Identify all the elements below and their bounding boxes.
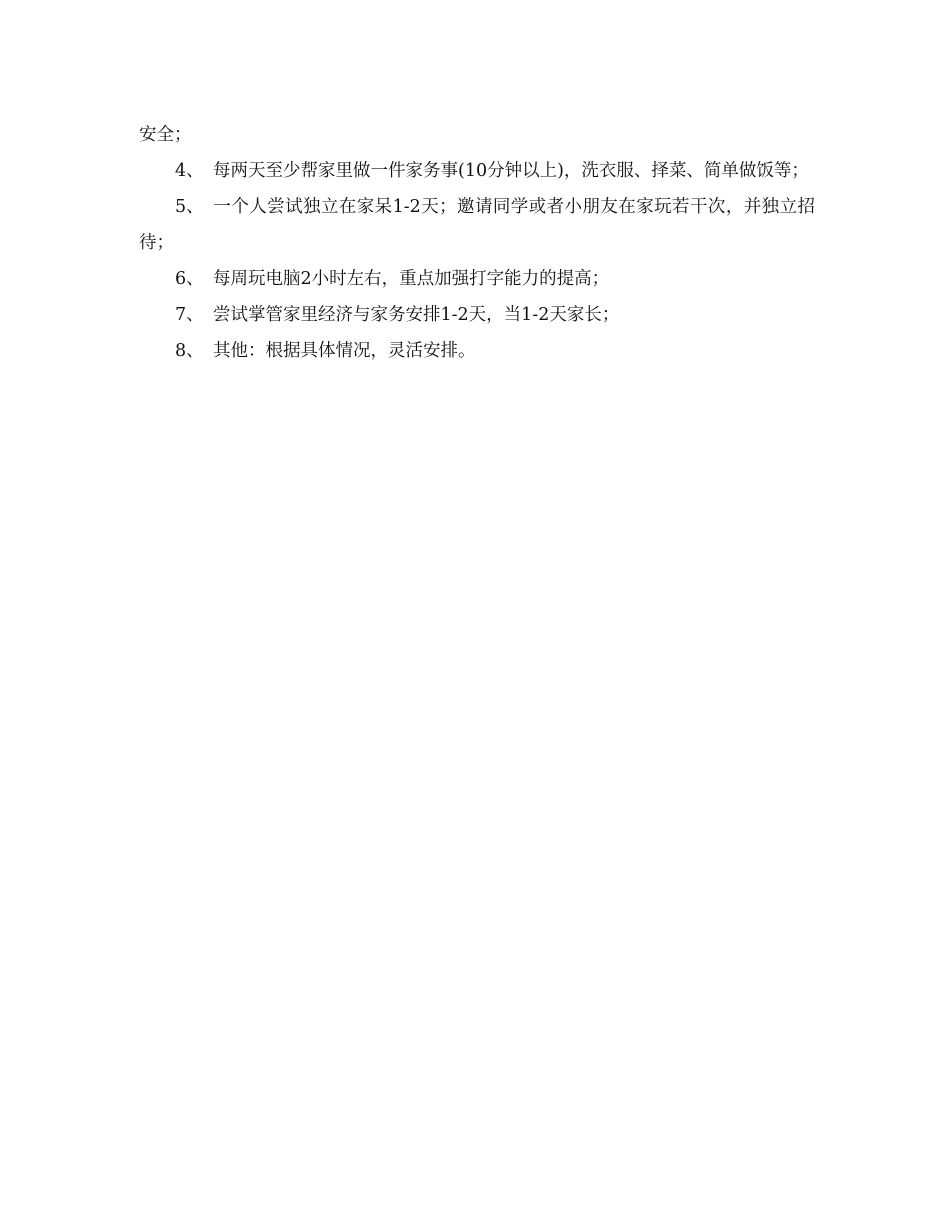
item-number: 4、: [175, 161, 204, 181]
item-text: 尝试掌管家里经济与家务安排1-2天，当1-2天家长；: [213, 305, 620, 325]
list-item: [139, 333, 815, 369]
item-number: 6、: [175, 269, 204, 289]
item-text: 每周玩电脑2小时左右，重点加强打字能力的提高；: [213, 269, 610, 289]
list-item: [139, 297, 815, 333]
item-number: 5、: [175, 197, 204, 217]
item-text: 其他：根据具体情况，灵活安排。: [213, 341, 476, 361]
list-item: [139, 153, 815, 189]
continuation-text: 安全；: [139, 125, 192, 145]
item-text: 一个人尝试独立在家呆1-2天；邀请同学或者小朋友在家玩若干次，并独立招待；: [139, 197, 815, 253]
document-body: [139, 117, 815, 369]
item-number: 8、: [175, 341, 204, 361]
item-number: 7、: [175, 305, 204, 325]
list-item: [139, 189, 815, 261]
item-text: 每两天至少帮家里做一件家务事(10分钟以上)，洗衣服、择菜、简单做饭等；: [213, 161, 809, 181]
list-item: [139, 261, 815, 297]
